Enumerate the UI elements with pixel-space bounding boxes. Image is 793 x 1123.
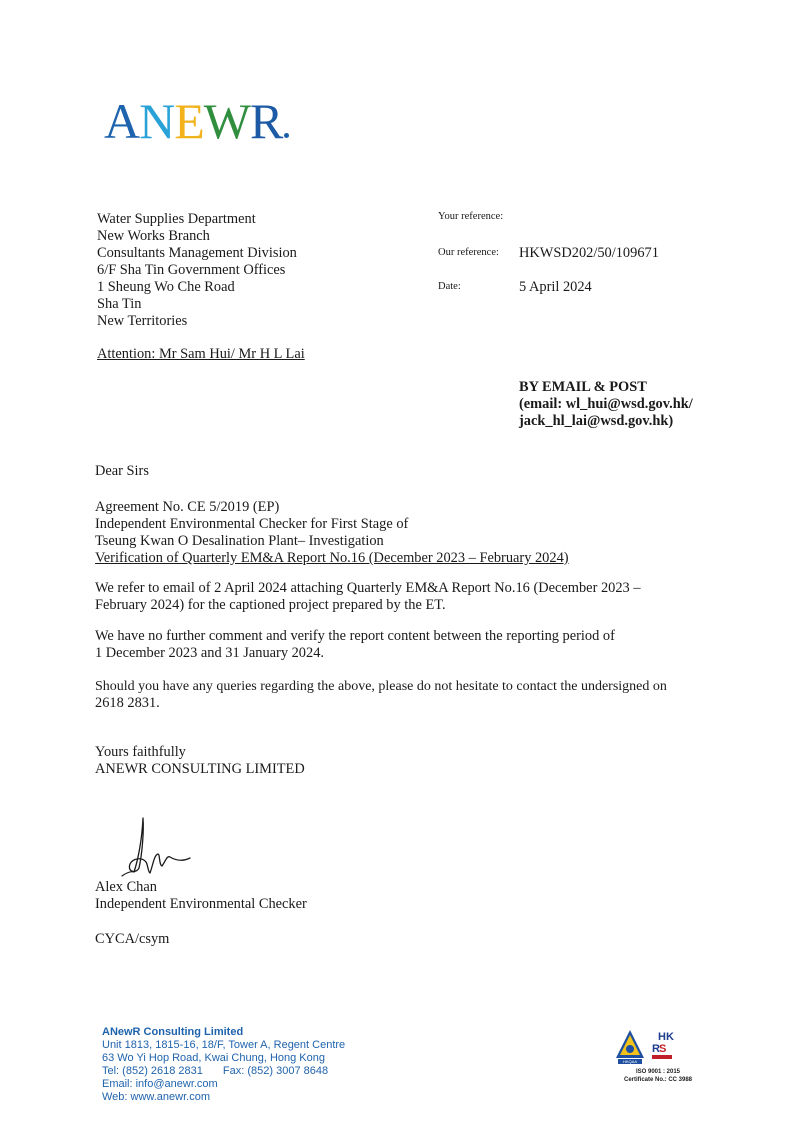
- footer-web: Web: www.anewr.com: [102, 1091, 211, 1103]
- paragraph-3: [95, 678, 699, 712]
- logo-letter-e: E: [174, 93, 204, 149]
- certification-text: [608, 1068, 708, 1084]
- hkas-logo-icon: [652, 1031, 674, 1059]
- subject-line: Agreement No. CE 5/2019 (EP): [95, 499, 280, 515]
- delivery-block: [519, 379, 693, 430]
- footer-address-1: Unit 1813, 1815-16, 18/F, Tower A, Regent Centre: [102, 1039, 346, 1051]
- footer-tel: Tel: (852) 2618 2831: [102, 1065, 203, 1077]
- address-line: Consultants Management Division: [97, 245, 297, 261]
- signer-name: Alex Chan: [95, 879, 157, 895]
- recipient-address: [97, 211, 297, 330]
- delivery-method: BY EMAIL & POST: [519, 379, 647, 395]
- logo-dot: [284, 133, 289, 138]
- closing-block: [95, 744, 699, 778]
- address-line: 1 Sheung Wo Che Road: [97, 279, 235, 295]
- hkqaa-logo-icon: [616, 1030, 644, 1064]
- address-line: New Works Branch: [97, 228, 210, 244]
- footer-fax: Fax: (852) 3007 8648: [222, 1065, 329, 1077]
- hkqaa-label: HKQAA: [622, 1059, 638, 1064]
- signer-title: Independent Environmental Checker: [95, 896, 307, 912]
- footer-company: ANewR Consulting Limited: [102, 1026, 244, 1038]
- our-reference-value: HKWSD202/50/109671: [519, 245, 659, 261]
- paragraph-line: February 2024) for the captioned project prepared by the ET.: [95, 597, 446, 613]
- closing-company: ANEWR CONSULTING LIMITED: [95, 761, 305, 777]
- paragraph-1: [95, 580, 699, 614]
- date-value: 5 April 2024: [519, 279, 592, 295]
- hk-label: HK: [658, 1031, 674, 1043]
- attention-line: Attention: Mr Sam Hui/ Mr H L Lai: [97, 346, 305, 362]
- svg-text:S: S: [659, 1043, 667, 1055]
- iso-standard: ISO 9001 : 2015: [635, 1069, 681, 1075]
- footer-address-2: 63 Wo Yi Hop Road, Kwai Chung, Hong Kong: [102, 1052, 325, 1064]
- paragraph-line: Should you have any queries regarding the above, please do not hesitate to contact the undersigned on: [95, 679, 667, 694]
- our-reference-label: Our reference:: [438, 247, 499, 258]
- subject-block: [95, 499, 699, 567]
- logo-letter-r: R: [249, 93, 283, 149]
- address-line: Water Supplies Department: [97, 211, 256, 227]
- subject-heading: Verification of Quarterly EM&A Report No.16 (December 2023 – February 2024): [95, 550, 569, 566]
- paragraph-line: 2618 2831.: [95, 695, 160, 711]
- salutation: Dear Sirs: [95, 463, 149, 479]
- reference-initials: CYCA/csym: [95, 931, 170, 947]
- company-logo: [104, 93, 289, 149]
- delivery-email-2: jack_hl_lai@wsd.gov.hk): [519, 413, 674, 429]
- subject-line: Independent Environmental Checker for First Stage of: [95, 516, 409, 532]
- logo-letter-n: N: [139, 93, 175, 149]
- closing: Yours faithfully: [95, 744, 186, 760]
- footer-contact: [102, 1026, 345, 1104]
- logo-letter-a: A: [104, 93, 140, 149]
- your-reference-label: Your reference:: [438, 211, 504, 222]
- signer-block: [95, 879, 699, 913]
- address-line: New Territories: [97, 313, 188, 329]
- paragraph-line: We refer to email of 2 April 2024 attaching Quarterly EM&A Report No.16 (December 2023 –: [95, 580, 641, 596]
- delivery-email-1: (email: wl_hui@wsd.gov.hk/: [519, 396, 693, 412]
- logo-letter-w: W: [203, 93, 250, 149]
- svg-text:R: R: [652, 1043, 660, 1055]
- paragraph-line: We have no further comment and verify the report content between the reporting period of: [95, 628, 615, 644]
- date-label: Date:: [438, 281, 461, 292]
- subject-line: Tseung Kwan O Desalination Plant– Investigation: [95, 533, 384, 549]
- footer-email: Email: info@anewr.com: [102, 1078, 218, 1090]
- address-line: Sha Tin: [97, 296, 142, 312]
- signature-image: [112, 810, 212, 880]
- certificate-number: Certificate No.: CC 3988: [623, 1077, 693, 1083]
- address-line: 6/F Sha Tin Government Offices: [97, 262, 286, 278]
- paragraph-line: 1 December 2023 and 31 January 2024.: [95, 645, 324, 661]
- footer-phone-fax: [102, 1065, 345, 1078]
- paragraph-2: [95, 628, 699, 662]
